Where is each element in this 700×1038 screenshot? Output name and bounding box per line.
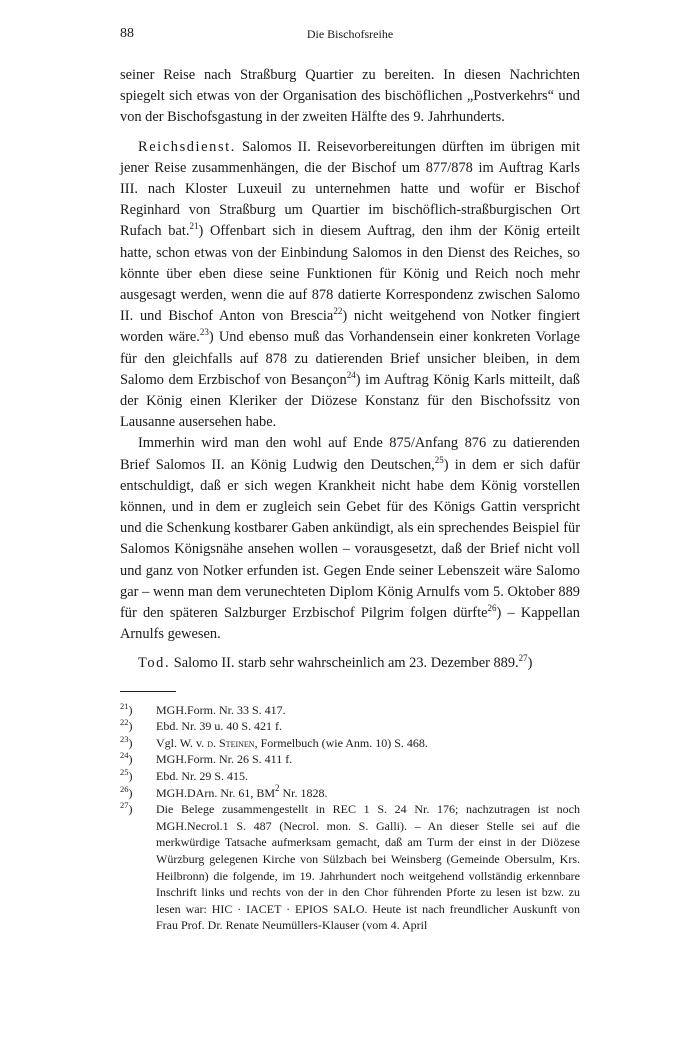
author-name: d. Steinen [207, 735, 255, 750]
paragraph-4-text-a: Salomo II. starb sehr wahrscheinlich am 23. Dezember 889. [170, 655, 519, 672]
paragraph-2-text-b: ) Offenbart sich in diesem Auftrag, den ihm der König erteilt hatte, schon etwas von der Einbindung Salomos in den Dienst des Reiches, so könnte über eben diese seine Funktionen für König und Reich noch mehr ausgesagt werden, wenn die auf 878 datierte Korrespondenz zwischen Salomo II. und Bischof Anton von Brescia [120, 223, 580, 325]
page [120, 26, 580, 934]
footnote-text-pre: Vgl. W. v. [156, 735, 208, 750]
footnote-21: $^{21}$) MGH.Form. Nr. 33 S. 417. [120, 702, 580, 719]
footnote-text: Die Belege zusammengestellt in REC 1 S. 24 Nr. 176; nachzutragen ist noch MGH.Necrol.1 S. 487 (Necrol. mon. S. Galli). – An dieser Stelle sei auf die merkwürdige Tatsache aufmerksam gemacht, daß am Turm der einst in der Diözese Würzburg gelegenen Kirche von Sülzbach bei Weinsberg (Gemeinde Obersulm, Krs. Heilbronn) die folgende, im 19. Jahrhundert noch weitgehend vollständig erkennbare Inschrift links und rechts von der in den Chor führenden Pforte zu lesen ist bzw. zu lesen war: HIC · IACET · EPIOS SALO. Heute ist nach freundlicher Auskunft von Frau Prof. Dr. Renate Neumüllers-Klauser (vom 4. April [156, 802, 580, 933]
footnote-text: Ebd. Nr. 39 u. 40 S. 421 f. [156, 719, 282, 734]
footnote-ref-24[interactable]: 24 [346, 369, 356, 380]
paragraph-3 [120, 433, 580, 645]
paragraph-2-text-a: Salomos II. Reisevorbereitungen dürften im übrigen mit jener Reise zusammenhängen, die der Bischof um 877/878 im Auftrag Karls III. nach Kloster Luxeuil zu unternehmen hatte und wofür er Bischof Reginhard von Straßburg um Quartier im bischöflich-straßburgischen Ort Rufach bat. [120, 138, 580, 240]
paragraph-1-text: seiner Reise nach Straßburg Quartier zu bereiten. In diesen Nachrichten spiegelt sich etwas von der Organisation des bischöflichen „Postverkehrs“ und von der Bischofsgastung in der zweiten Hälfte des 9. Jahrhunderts. [120, 67, 580, 126]
footnote-26: $^{26}$) MGH.DArn. Nr. 61, $BM^2$ Nr. 1828. [120, 785, 580, 802]
footnote-divider [120, 691, 176, 692]
section-head-tod: Tod. [138, 655, 171, 672]
footnote-ref-27[interactable]: 27 [518, 653, 528, 664]
footnote-number: 23 [120, 733, 129, 744]
footnote-ref-21[interactable]: 21 [189, 221, 199, 232]
footnote-text: MGH.Form. Nr. 26 S. 411 f. [156, 752, 293, 767]
paragraph-2-text-e: ) im Auftrag König Karls mitteilt, daß der König einen Kleriker der Diözese Konstanz für den Bischofssitz von Lausanne ausersehen habe. [120, 371, 580, 431]
footnote-text: MGH.Form. Nr. 33 S. 417. [156, 702, 286, 717]
paragraph-2-text-d: ) Und ebenso muß das Vorhandensein einer konkreten Vorlage für den gleichfalls auf 878 zu datierenden Brief unsicher bleiben, in dem Salomo dem Erzbischof von Besançon [120, 329, 580, 388]
footnote-24: $^{24}$) MGH.Form. Nr. 26 S. 411 f. [120, 751, 580, 768]
section-head-reichsdienst: Reichsdienst. [138, 138, 236, 155]
footnote-ref-25[interactable]: 25 [434, 454, 444, 465]
footnote-number: 21 [120, 700, 129, 711]
footnote-number: 27 [120, 800, 129, 811]
paragraph-3-text-a: Immerhin wird man den wohl auf Ende 875/Anfang 876 zu datierenden Brief Salomos II. an König Ludwig den Deutschen, [120, 435, 580, 473]
footnote-number: 26 [120, 783, 129, 794]
paragraph-3-text-c: ) – Kappellan Arnulfs gewesen. [120, 605, 580, 643]
footnote-ref-23[interactable]: 23 [199, 327, 209, 338]
footnote-22: $^{22}$) Ebd. Nr. 39 u. 40 S. 421 f. [120, 718, 580, 735]
paragraph-1 [120, 65, 580, 129]
footnote-text-post: Nr. 1828. [279, 785, 328, 800]
paragraph-2-text-c: ) nicht weitgehend von Notker fingiert worden wäre. [120, 308, 580, 346]
footnote-text [156, 782, 580, 802]
page-header [120, 26, 580, 48]
paragraph-3-text-b: ) in dem er sich dafür entschuldigt, daß er sich wegen Krankheit nicht habe dem König vorstellen können, und in dem er zugleich sein Gebet für des Königs Gattin verspricht und die Schenkung kostbarer Gaben ankündigt, als ein sprechendes Beispiel für Salomos Königsnähe ansehen wollen – vorausgesetzt, daß der Brief nicht voll und ganz von Notker erfunden ist. Gegen Ende seiner Lebenszeit wäre Salomo gar – wenn man dem verunechteten Diplom König Arnulfs vom 5. Oktober 889 für den späteren Salzburger Erzbischof Pilgrim folgen dürfte [120, 456, 580, 622]
main-text [120, 65, 580, 675]
footnote-text-pre: MGH.DArn. Nr. 61, BM [156, 785, 276, 800]
footnote-text [156, 735, 580, 752]
page-number: 88 [120, 26, 134, 41]
footnote-text-post: , Formelbuch (wie Anm. 10) S. 468. [254, 735, 428, 750]
footnotes [120, 702, 580, 934]
footnote-23: $^{23}$) Vgl. W. v. d. Steinen, Formelbuch (wie Anm. 10) S. 468. [120, 735, 580, 752]
paragraph-4 [120, 653, 580, 674]
footnote-number: 22 [120, 717, 129, 728]
paragraph-2 [120, 137, 580, 434]
footnote-ref-22[interactable]: 22 [333, 306, 343, 317]
footnote-27: $^{27}$) Die Belege zusammengestellt in REC 1 S. 24 Nr. 176; nachzutragen ist noch MGH.Necrol.1 S. 487 (Necrol. mon. S. Galli). – An dieser Stelle sei auf die merkwürdige Tatsache aufmerksam gemacht, daß am Turm der einst in der Diözese Würzburg gelegenen Kirche von Sülzbach bei Weinsberg (Gemeinde Obersulm, Krs. Heilbronn) die folgende, im 19. Jahrhundert noch weitgehend vollständig erkennbare Inschrift links und rechts von der in den Chor führenden Pforte zu lesen ist bzw. zu lesen war: HIC · IACET · EPIOS SALO. Heute ist nach freundlicher Auskunft von Frau Prof. Dr. Renate Neumüllers-Klauser (vom 4. April [120, 800, 580, 933]
footnote-number: 25 [120, 767, 129, 778]
footnote-ref-26[interactable]: 26 [487, 603, 497, 614]
footnote-number: 24 [120, 750, 129, 761]
paragraph-4-text-b: ) [527, 655, 533, 672]
footnote-text: Ebd. Nr. 29 S. 415. [156, 769, 249, 784]
edition-superscript: 2 [275, 782, 280, 793]
running-title: Die Bischofsreihe [306, 27, 394, 41]
footnote-25: $^{25}$) Ebd. Nr. 29 S. 415. [120, 768, 580, 785]
